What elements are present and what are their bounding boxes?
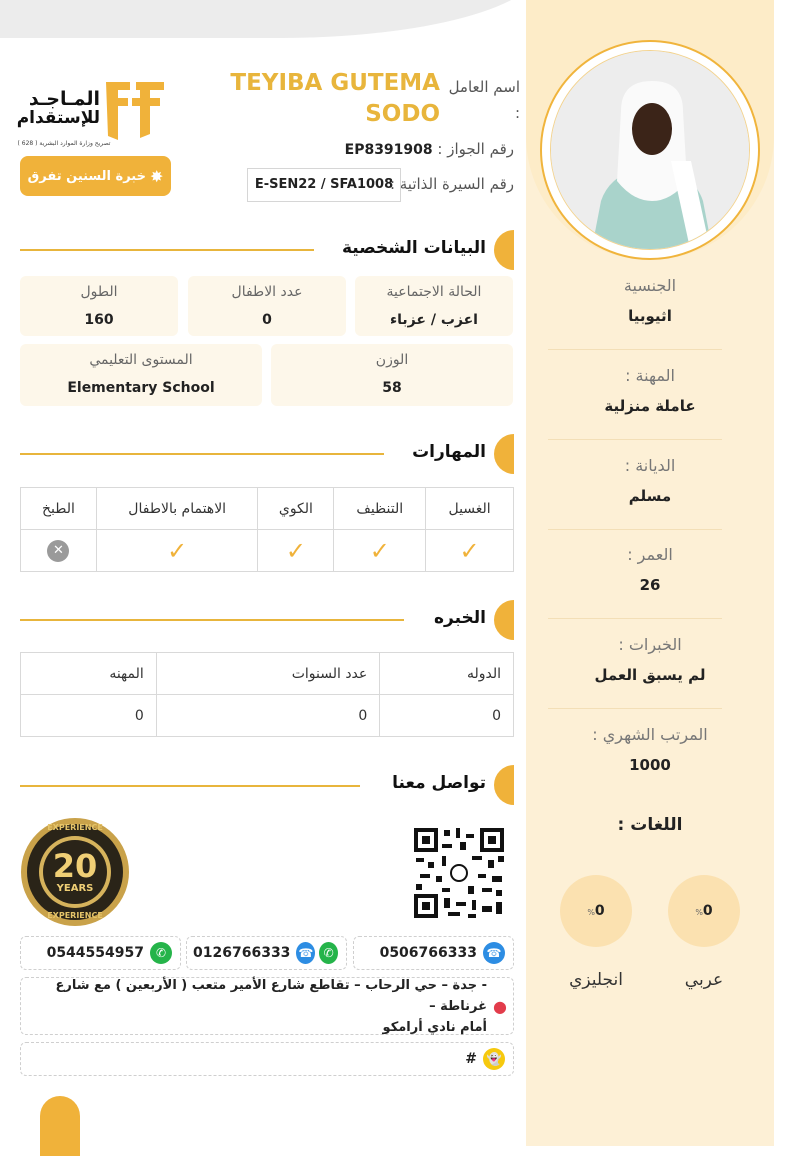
- language-english-level: %0: [560, 875, 632, 947]
- experience-col-profession: المهنه: [21, 653, 157, 695]
- salary-label: المرتب الشهري :: [592, 725, 708, 744]
- qr-code-icon[interactable]: [412, 826, 506, 924]
- seal-years: YEARS: [56, 883, 94, 894]
- check-icon: ✓: [258, 530, 334, 572]
- whatsapp-icon: ✆: [150, 942, 172, 964]
- cross-icon: ✕: [21, 530, 97, 572]
- religion-label: الديانة :: [624, 456, 676, 475]
- phone-box-2[interactable]: [186, 936, 347, 970]
- weight-box: الوزن 58: [271, 344, 513, 406]
- profession-value: عاملة منزلية: [604, 397, 696, 415]
- skill-cooking: الطبخ: [21, 488, 97, 530]
- worker-photo-frame: [540, 40, 760, 260]
- snapchat-box[interactable]: [20, 1042, 514, 1076]
- seal-number: 20: [52, 847, 98, 885]
- height-box: الطول 160: [20, 276, 178, 336]
- snapchat-handle[interactable]: #: [465, 1051, 477, 1067]
- marital-status-box: الحالة الاجتماعية اعزب / عزباء: [355, 276, 513, 336]
- age-field: [526, 545, 774, 594]
- section-marker: [494, 765, 514, 805]
- personal-section-title: البيانات الشخصية: [341, 238, 486, 258]
- experience-years-label: الخبرات :: [618, 635, 682, 654]
- experience-section-title: الخبره: [433, 608, 486, 628]
- experience-seal: [20, 817, 130, 931]
- nationality-field: [526, 276, 774, 325]
- language-arabic-name: عربي: [684, 970, 724, 990]
- experience-profession-value: 0: [21, 695, 157, 737]
- company-name: المـاجـد للإستقدام: [16, 88, 100, 128]
- cv-number-box: E-SEN22 / SFA1008: [247, 168, 401, 202]
- experience-col-years: عدد السنوات: [156, 653, 380, 695]
- divider: [548, 439, 722, 440]
- divider: [548, 349, 722, 350]
- section-marker: [494, 230, 514, 270]
- experience-years-field: [526, 635, 774, 684]
- profession-label: المهنة :: [625, 366, 675, 385]
- skill-cleaning: التنظيف: [334, 488, 426, 530]
- skill-ironing: الكوي: [258, 488, 334, 530]
- passport-value: EP8391908: [344, 142, 433, 158]
- education-box: المستوى التعليمي Elementary School: [20, 344, 262, 406]
- skills-table: [20, 487, 514, 572]
- skills-section-title: المهارات: [412, 442, 486, 462]
- phone-box-1[interactable]: [353, 936, 514, 970]
- experience-table: [20, 652, 514, 737]
- snapchat-icon: 👻: [483, 1048, 505, 1070]
- salary-field: [526, 725, 774, 774]
- check-icon: ✓: [334, 530, 426, 572]
- language-english-name: انجليزي: [569, 970, 623, 990]
- age-value: 26: [639, 576, 661, 594]
- top-decoration: [0, 0, 540, 38]
- nationality-label: الجنسية: [623, 276, 677, 295]
- religion-field: [526, 456, 774, 505]
- worker-name: TEYIBA GUTEMA SODO: [230, 70, 440, 127]
- religion-value: مسلم: [628, 487, 672, 505]
- section-divider: [20, 785, 360, 787]
- passport-row: [345, 140, 514, 158]
- experience-years-value: لم يسبق العمل: [594, 666, 706, 684]
- company-license: تصريح وزارة الموارد البشرية ( 628 ): [17, 140, 111, 147]
- divider: [548, 618, 722, 619]
- salary-value: 1000: [629, 756, 671, 774]
- experience-country-value: 0: [380, 695, 514, 737]
- phone-number-3[interactable]: 0544554957: [46, 945, 144, 961]
- age-label: العمر :: [627, 545, 673, 564]
- location-pin-icon: ●: [493, 996, 507, 1016]
- check-icon: ✓: [426, 530, 514, 572]
- phone-number-2[interactable]: 0126766333: [193, 945, 291, 961]
- seal-top-text: EXPERIENCE: [47, 823, 103, 832]
- address-text: - جدة – حي الرحاب – تقاطع شارع الأمير متعب ( الأربعين ) مع شارع غرناطة – أمام نادي أرامكو: [55, 977, 488, 1035]
- profession-field: [526, 366, 774, 415]
- nationality-value: اثيوبيا: [628, 307, 672, 325]
- phone-icon: ☎: [296, 942, 315, 964]
- phone-box-3[interactable]: [20, 936, 181, 970]
- skills-header-row: [21, 488, 514, 530]
- bottom-decoration: [40, 1096, 80, 1156]
- section-marker: [494, 600, 514, 640]
- divider: [548, 708, 722, 709]
- section-divider: [20, 249, 314, 251]
- person-silhouette-icon: [551, 51, 750, 250]
- experience-years-value: 0: [156, 695, 380, 737]
- cv-label: رقم السيرة الذاتية :: [389, 175, 514, 193]
- phone-number-1[interactable]: 0506766333: [379, 945, 477, 961]
- experience-badge: ✸ خبرة السنين تفرق: [20, 156, 171, 196]
- children-count-box: عدد الاطفال 0: [188, 276, 346, 336]
- check-icon: ✓: [96, 530, 258, 572]
- section-divider: [20, 453, 384, 455]
- percent-sign: %: [587, 908, 595, 917]
- divider: [548, 529, 722, 530]
- experience-header-row: [21, 653, 514, 695]
- language-arabic-level: %0: [668, 875, 740, 947]
- percent-sign: %: [695, 908, 703, 917]
- name-label: اسم العامل :: [448, 78, 520, 122]
- seal-bottom-text: EXPERIENCE: [47, 911, 103, 920]
- contact-section-title: تواصل معنا: [392, 773, 486, 793]
- whatsapp-icon: ✆: [319, 942, 338, 964]
- company-logo-icon: [100, 76, 170, 150]
- passport-label: رقم الجواز :: [437, 140, 514, 158]
- languages-title: اللغات :: [617, 815, 683, 835]
- table-row: [21, 695, 514, 737]
- experience-col-country: الدوله: [380, 653, 514, 695]
- sparkle-icon: ✸: [149, 166, 164, 186]
- phone-icon: ☎: [483, 942, 505, 964]
- worker-photo: [550, 50, 750, 250]
- section-divider: [20, 619, 404, 621]
- skill-childcare: الاهتمام بالاطفال: [96, 488, 258, 530]
- skill-washing: الغسيل: [426, 488, 514, 530]
- address-box: [20, 977, 514, 1035]
- skills-status-row: [21, 530, 514, 572]
- section-marker: [494, 434, 514, 474]
